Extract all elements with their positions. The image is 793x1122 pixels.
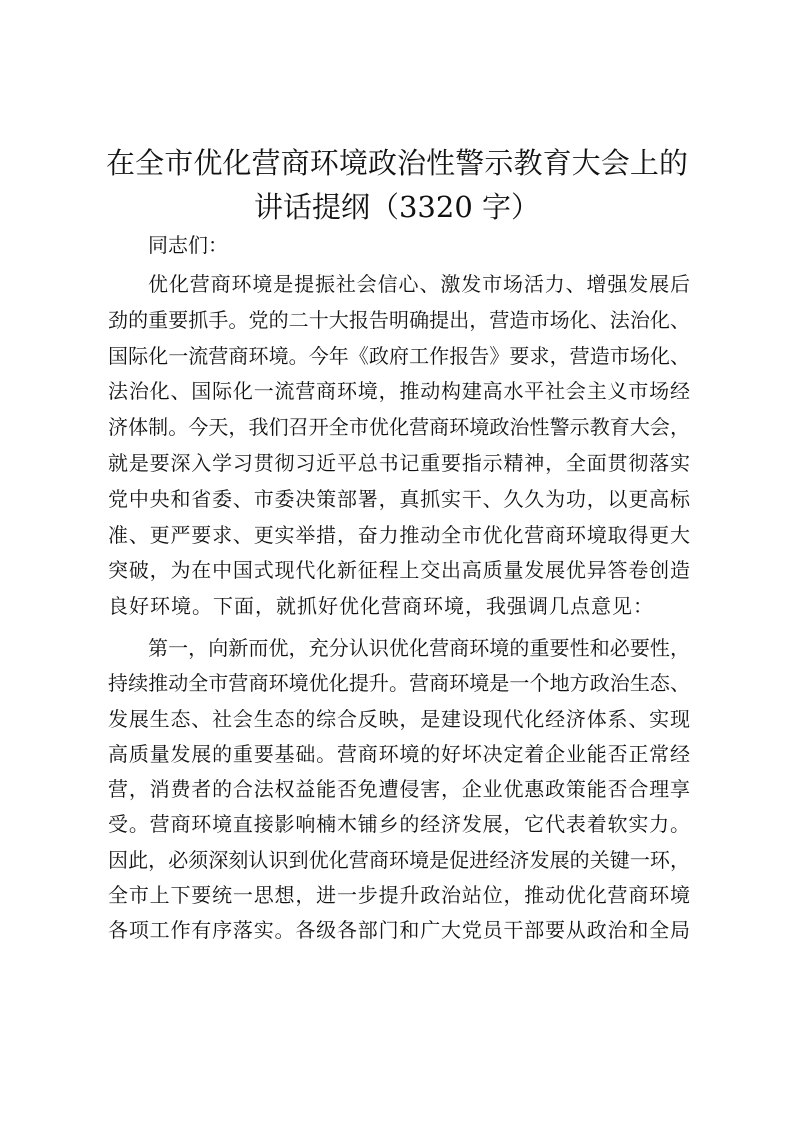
document-title — [106, 141, 688, 229]
paragraph-line: 准、更严要求、更实举措，奋力推动全市优化营商环境取得更大 — [108, 522, 690, 547]
paragraph-line: 营，消费者的合法权益能否免遭侵害，企业优惠政策能否合理享 — [108, 777, 690, 801]
paragraph-line: 突破，为在中国式现代化新征程上交出高质量发展优异答卷创造 — [108, 558, 690, 583]
salutation: 同志们： — [148, 233, 228, 257]
paragraph-line: 全市上下要统一思想，进一步提升政治站位，推动优化营商环境 — [108, 882, 690, 907]
paragraph-line: 优化营商环境是提振社会信心、激发市场活力、增强发展后 — [148, 272, 690, 296]
paragraph — [108, 631, 690, 948]
paragraph-line: 法治化、国际化一流营商环境，推动构建高水平社会主义市场经 — [108, 379, 690, 404]
paragraph-line: 第一，向新而优，充分认识优化营商环境的重要性和必要性， — [148, 636, 690, 660]
paragraph-line: 高质量发展的重要基础。营商环境的好坏决定着企业能否正常经 — [108, 741, 690, 766]
paragraph-line: 就是要深入学习贯彻习近平总书记重要指示精神，全面贯彻落实 — [108, 450, 690, 475]
paragraph-line: 劲的重要抓手。党的二十大报告明确提出，营造市场化、法治化、 — [108, 307, 690, 332]
paragraph-line: 国际化一流营商环境。今年《政府工作报告》要求，营造市场化、 — [108, 343, 690, 368]
paragraph-line: 济体制。今天，我们召开全市优化营商环境政治性警示教育大会， — [108, 415, 690, 440]
paragraph-line: 党中央和省委、市委决策部署，真抓实干、久久为功，以更高标 — [108, 486, 690, 511]
paragraph — [108, 267, 690, 625]
paragraph-line: 良好环境。下面，就抓好优化营商环境，我强调几点意见： — [108, 594, 654, 619]
paragraph-line: 因此，必须深刻认识到优化营商环境是促进经济发展的关键一环， — [108, 847, 690, 872]
paragraph-line: 持续推动全市营商环境优化提升。营商环境是一个地方政治生态、 — [108, 671, 690, 696]
title-line: 在全市优化营商环境政治性警示教育大会上的 — [106, 146, 688, 180]
paragraph-line: 受。营商环境直接影响楠木铺乡的经济发展，它代表着软实力。 — [108, 812, 690, 837]
paragraph-line: 各项工作有序落实。各级各部门和广大党员干部要从政治和全局 — [108, 918, 690, 942]
paragraph-line: 发展生态、社会生态的综合反映，是建设现代化经济体系、实现 — [108, 706, 690, 731]
title-line: 讲话提纲（3320 字） — [253, 190, 541, 224]
